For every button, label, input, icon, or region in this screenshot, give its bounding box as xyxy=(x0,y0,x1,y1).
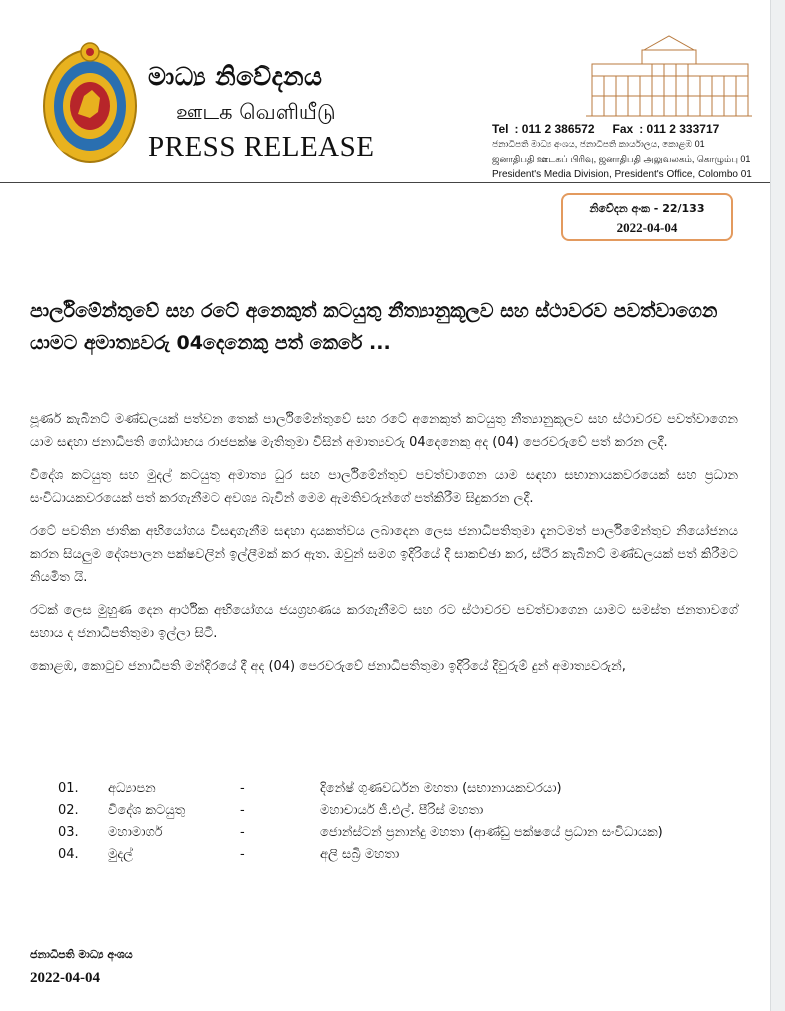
title-tamil: ஊடக வெளியீடு xyxy=(176,100,336,124)
body-text xyxy=(30,408,738,688)
item-portfolio: මහාමාර්ග xyxy=(108,825,163,840)
page-edge xyxy=(770,0,785,1011)
fax-label: Fax xyxy=(612,122,634,136)
header-divider xyxy=(0,182,770,183)
item-number: 03. xyxy=(58,825,79,840)
sri-lanka-emblem-icon xyxy=(40,40,140,165)
item-portfolio: විදේශ කටයුතු xyxy=(108,803,186,818)
list-item xyxy=(58,778,758,800)
paragraph: විදේශ කටයුතු සහ මුදල් කටයුතු අමාත්‍ය ධුර සහ පාර්ලිමේන්තුව පවත්වාගෙන යාම සඳහා සභානායකවරයෙක් සහ ප්‍රධාන සංවිධායකවරයෙක් පත් කරගැනීමට අවශ්‍ය බැවින් මෙම ඇමතිවරුන්ගේ පත්කිරීම සිදුකරන ලදී. xyxy=(30,468,738,506)
list-item xyxy=(58,800,758,822)
paragraph: රටක් ලෙස මුහුණ දෙන ආර්ථික අභියෝගය ජයග්‍රහණය කරගැනීමට සහ රට ස්ථාවරව පවත්වාගෙන යාමට සමස්ත ජනතාවගේ සහාය ද ජනාධිපතිතුමා ඉල්ලා සිටී. xyxy=(30,603,738,641)
reference-box xyxy=(561,193,733,241)
phone-fax-line xyxy=(492,122,752,137)
address-sinhala: ජනාධිපති මාධ්‍ය අංශය, ජනාධිපති කාර්යාලය, කොළඹ 01 xyxy=(492,139,705,149)
item-minister-name: මහාචාර්ය ජී.එල්. පීරිස් මහතා xyxy=(320,803,484,818)
item-dash: - xyxy=(240,803,245,818)
item-dash: - xyxy=(240,847,245,862)
contact-block xyxy=(492,122,752,182)
title-sinhala: මාධ්‍ය නිවේදනය xyxy=(148,62,323,91)
paragraph: පූර්ණ කැබිනට් මණ්ඩලයක් පත්වන තෙක් පාර්ලිමේන්තුවේ සහ රටේ අනෙකුත් කටයුතු නීත්‍යානුකූලව සහ ස්ථාවරව පවත්වාගෙන යාම සඳහා ජනාධිපති ගෝඨාභය රාජපක්ෂ මැතිතුමා විසින් අමාත්‍යවරු 04දෙනෙකු අද (04) පෙරවරුවේ පත් කරන ලදී. xyxy=(30,412,738,450)
item-minister-name: ජොන්ස්ටන් ප්‍රනාන්දු මහතා (ආණ්ඩු පක්ෂයේ ප්‍රධාන සංවිධායක) xyxy=(320,825,663,840)
fax-value: : 011 2 333717 xyxy=(639,122,720,136)
tel-label: Tel xyxy=(492,122,509,136)
release-date: 2022-04-04 xyxy=(616,220,678,235)
item-dash: - xyxy=(240,781,245,796)
item-minister-name: අලි සබ්‍රි මහතා xyxy=(320,847,400,862)
item-number: 02. xyxy=(58,803,79,818)
signature-division: ජනාධිපති මාධ්‍ය අංශය xyxy=(30,948,133,961)
address-english: President's Media Division, President's Office, Colombo 01 xyxy=(492,169,752,180)
presidential-secretariat-building-icon xyxy=(584,32,754,122)
headline: පාර්ලිමේන්තුවේ සහ රටේ අනෙකුත් කටයුතු නීත්‍යානුකූලව සහ ස්ථාවරව පවත්වාගෙන යාමට අමාත්‍යවරු 04දෙනෙකු පත් කෙරේ ... xyxy=(30,300,718,354)
paragraph: රටේ පවතින ජාතික අභියෝගය විසඳාගැනීම සඳහා දායකත්වය ලබාදෙන ලෙස ජනාධිපතිතුමා දැනටමත් පාර්ලිමේන්තුව නියෝජනය කරන සියලුම දේශපාලන පක්ෂවලින් ඉල්ලීමක් කර ඇත. ඔවුන් සමග ඉදිරියේ දී සාකච්ඡා කර, ස්ථිර කැබිනට් මණ්ඩලයක් පත් කිරීමට නියමිත යි. xyxy=(30,524,738,585)
item-minister-name: දිනේෂ් ගුණවර්ධන මහතා (සභානායකවරයා) xyxy=(320,781,562,796)
letterhead xyxy=(0,0,770,185)
item-number: 01. xyxy=(58,781,79,796)
item-portfolio: මුදල් xyxy=(108,847,134,862)
ministers-list xyxy=(58,778,758,866)
tel-value: : 011 2 386572 xyxy=(514,122,595,136)
signature-date: 2022-04-04 xyxy=(30,970,100,986)
item-dash: - xyxy=(240,825,245,840)
item-number: 04. xyxy=(58,847,79,862)
address-tamil: ஜனாதிபதி ஊடகப் பிரிவு, ஜனாதிபதி அலுவலகம், கொழும்பு 01 xyxy=(492,154,751,164)
paragraph: කොළඹ, කොටුව ජනාධිපති මන්දිරයේ දී අද (04) පෙරවරුවේ ජනාධිපතිතුමා ඉදිරියේ දිවුරුම් දුන් අමාත්‍යවරුන්, xyxy=(30,659,626,674)
list-item xyxy=(58,822,758,844)
release-number: නිවේදන අංක - 22/133 xyxy=(589,202,705,215)
list-item xyxy=(58,844,758,866)
item-portfolio: අධ්‍යාපන xyxy=(108,781,156,796)
title-english: PRESS RELEASE xyxy=(148,131,375,163)
